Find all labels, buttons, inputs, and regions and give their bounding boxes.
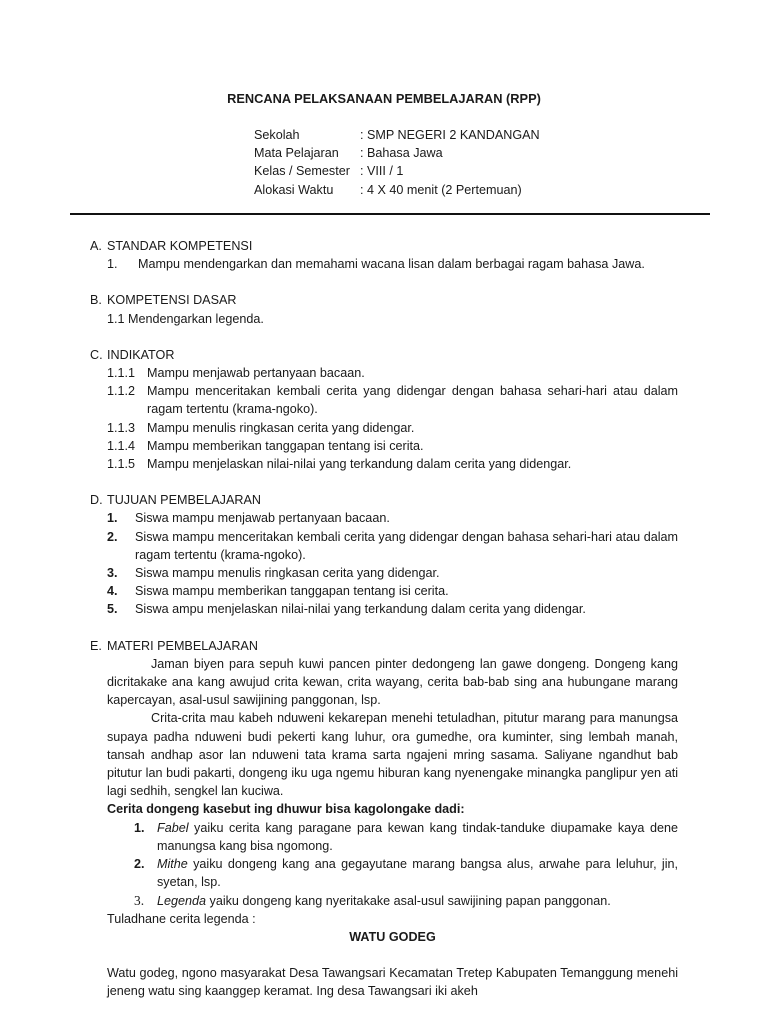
paragraph: Crita-crita mau kabeh nduweni kekarepan menehi tetuladhan, pitutur marang para manungsa supaya padha nduweni budi pekerti kang luhur, ora gumedhe, ora kuminter, sing lembah manah, tansah andhap asor lan nduweni tata krama sarta ngajeni mring sasama. Saliyane ngandhut bab pitutur lan budi pakarti, dongeng iku uga ngemu hiburan kang nyenengake minangka panglipur yen ati lagi sedhih, sengkel lan kuciwa. <box>107 711 678 799</box>
story-title: WATU GODEG <box>349 929 436 944</box>
item-number: 1. <box>134 820 145 835</box>
item-number: 1. <box>107 257 118 272</box>
meta-label: Kelas / Semester <box>254 164 350 179</box>
term: Legenda <box>157 893 207 908</box>
section-letter: C. <box>90 347 103 362</box>
definition: yaiku cerita kang paragane para kewan kang tindak-tanduke diupamake kaya dene manungsa kang bisa ngomong. <box>157 820 678 853</box>
section-heading <box>90 491 678 509</box>
item-number: 1.1.4 <box>107 438 136 453</box>
list-item <box>90 892 678 910</box>
item-text: Mampu menceritakan kembali cerita yang didengar dengan bahasa sehari-hari atau dalam ragam tertentu (krama-ngoko). <box>147 384 678 417</box>
definition: yaiku dongeng kang nyeritakake asal-usul sawijining papan panggonan. <box>206 893 611 908</box>
section-title: MATERI PEMBELAJARAN <box>107 638 258 653</box>
list-item <box>90 364 678 382</box>
item-number: 2. <box>107 529 118 544</box>
section-heading <box>90 346 678 364</box>
item-number: 1.1.5 <box>107 457 136 472</box>
item-text <box>157 892 678 910</box>
term: Mithe <box>157 857 188 872</box>
list-item <box>90 382 678 418</box>
meta-value: : VIII / 1 <box>360 164 404 179</box>
meta-row-time <box>254 181 540 199</box>
item-text: Siswa mampu menulis ringkasan cerita yang didengar. <box>135 566 440 581</box>
section-heading <box>90 637 678 655</box>
header-divider <box>70 213 710 215</box>
item-text <box>157 819 678 855</box>
meta-row-subject <box>254 144 540 162</box>
list-item <box>90 437 678 455</box>
section-heading <box>90 291 678 309</box>
item-number: 1.1.1 <box>107 366 136 381</box>
list-item <box>90 582 678 600</box>
section-title: STANDAR KOMPETENSI <box>107 239 253 253</box>
term: Fabel <box>157 820 189 835</box>
section-standar-kompetensi <box>90 237 678 273</box>
document-body <box>90 237 678 1001</box>
item-number: 3. <box>134 892 145 908</box>
item-number: 5. <box>107 602 118 617</box>
list-item <box>90 564 678 582</box>
item-number: 2. <box>134 857 145 872</box>
paragraph: Jaman biyen para sepuh kuwi pancen pinter dedongeng lan gawe dongeng. Dongeng kang dicritakake ana kang awujud crita kewan, crita wayang, cerita bab-bab sing ana hubungane marang kapercayan, asal-usul sawijining panggonan, lsp. <box>107 656 678 708</box>
section-kompetensi-dasar <box>90 291 678 327</box>
list-item <box>90 419 678 437</box>
item-text: Mampu menjawab pertanyaan bacaan. <box>147 366 365 381</box>
meta-row-school <box>254 126 540 144</box>
meta-row-class <box>254 162 540 180</box>
meta-label: Alokasi Waktu <box>254 182 334 197</box>
example-lead: Tuladhane cerita legenda : <box>107 911 256 926</box>
document-meta <box>254 126 540 199</box>
meta-value: : 4 X 40 menit (2 Pertemuan) <box>360 182 522 197</box>
item-text: Mampu menulis ringkasan cerita yang didengar. <box>147 420 415 435</box>
section-letter: B. <box>90 293 102 308</box>
list-item <box>90 600 678 618</box>
section-letter: A. <box>90 239 102 253</box>
list-item <box>90 455 678 473</box>
section-letter: D. <box>90 493 103 508</box>
page-title: RENCANA PELAKSANAAN PEMBELAJARAN (RPP) <box>227 91 541 106</box>
meta-value: : SMP NEGERI 2 KANDANGAN <box>360 128 540 142</box>
meta-value: : Bahasa Jawa <box>360 146 443 161</box>
item-number: 1.1.3 <box>107 420 136 435</box>
section-materi-pembelajaran <box>90 637 678 1001</box>
list-item <box>90 255 678 273</box>
item-text: Siswa mampu menjawab pertanyaan bacaan. <box>135 511 390 526</box>
list-item: 1.1 Mendengarkan legenda. <box>107 311 264 326</box>
item-number: 1. <box>107 511 118 526</box>
section-tujuan-pembelajaran <box>90 491 678 618</box>
item-number: 1.1.2 <box>107 384 136 399</box>
section-title: KOMPETENSI DASAR <box>107 293 237 308</box>
section-title: INDIKATOR <box>107 347 175 362</box>
item-text: Mampu menjelaskan nilai-nilai yang terkandung dalam cerita yang didengar. <box>147 457 572 472</box>
item-text: Mampu mendengarkan dan memahami wacana lisan dalam berbagai ragam bahasa Jawa. <box>138 257 645 272</box>
list-item <box>90 509 678 527</box>
list-item <box>90 855 678 891</box>
section-indikator <box>90 346 678 473</box>
item-number: 4. <box>107 584 118 599</box>
list-item <box>90 819 678 855</box>
item-text: Siswa mampu memberikan tanggapan tentang isi cerita. <box>135 584 449 599</box>
list-item <box>90 528 678 564</box>
classification-heading: Cerita dongeng kasebut ing dhuwur bisa kagolongake dadi: <box>107 802 465 817</box>
item-text <box>157 855 678 891</box>
item-number: 3. <box>107 566 118 581</box>
section-heading <box>90 237 678 255</box>
item-text: Siswa ampu menjelaskan nilai-nilai yang terkandung dalam cerita yang didengar. <box>135 602 586 617</box>
definition: yaiku dongeng kang ana gegayutane marang bangsa alus, arwahe para leluhur, jin, syetan, lsp. <box>157 857 678 890</box>
item-text: Mampu memberikan tanggapan tentang isi cerita. <box>147 438 424 453</box>
meta-label: Sekolah <box>254 128 300 142</box>
story-paragraph: Watu godeg, ngono masyarakat Desa Tawangsari Kecamatan Tretep Kabupaten Temanggung menehi jeneng watu sing kaanggep keramat. Ing desa Tawangsari iki akeh <box>107 966 678 999</box>
section-title: TUJUAN PEMBELAJARAN <box>107 493 261 508</box>
section-letter: E. <box>90 638 102 653</box>
meta-label: Mata Pelajaran <box>254 146 339 161</box>
item-text: Siswa mampu menceritakan kembali cerita yang didengar dengan bahasa sehari-hari atau dalam ragam tertentu (krama-ngoko). <box>135 529 678 562</box>
